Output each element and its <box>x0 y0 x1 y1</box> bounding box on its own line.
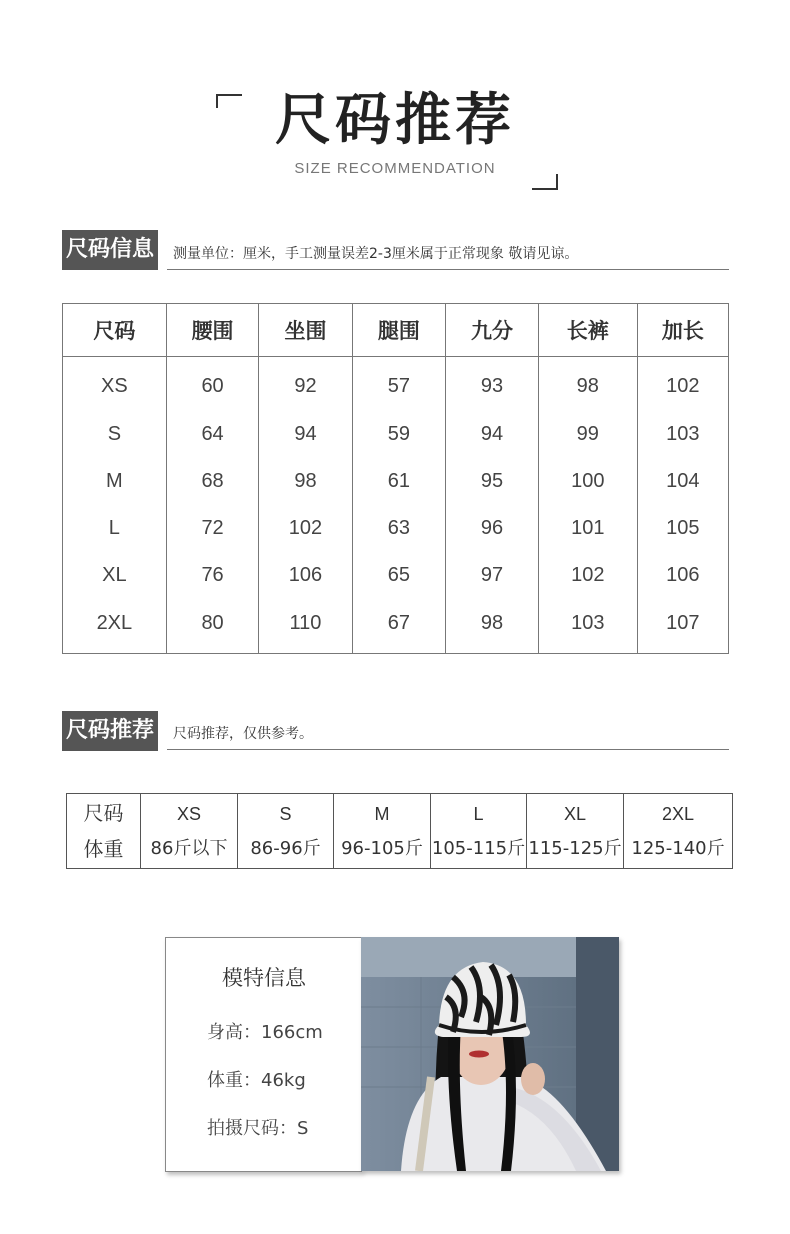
table-cell: 72 <box>166 505 259 552</box>
recommend-size: 2XL <box>661 804 695 824</box>
recommend-size: S <box>279 804 292 824</box>
table-cell: 65 <box>352 552 446 599</box>
model-height: 身高：166cm <box>207 1022 323 1043</box>
table-cell: 94 <box>259 410 352 457</box>
section-note-size-info: 测量单位：厘米，手工测量误差2-3厘米属于正常现象 敬请见谅。 <box>173 246 579 262</box>
table-cell: 101 <box>538 505 637 552</box>
section-tag-recommend: 尺码推荐 <box>62 711 158 751</box>
column-header: 加长 <box>637 304 728 357</box>
table-row <box>63 552 729 599</box>
table-cell: 98 <box>538 357 637 411</box>
row-label-size: 尺码 <box>83 801 124 825</box>
row-label-weight: 体重 <box>83 837 124 861</box>
recommend-cell <box>624 794 733 869</box>
table-cell: 59 <box>352 410 446 457</box>
recommend-row <box>67 794 733 869</box>
table-cell: 92 <box>259 357 352 411</box>
table-cell: 67 <box>352 600 446 654</box>
recommend-cell <box>527 794 624 869</box>
recommend-weight: 115-125斤 <box>528 838 622 859</box>
table-row <box>63 505 729 552</box>
table-cell: 107 <box>637 600 728 654</box>
section-note-recommend: 尺码推荐，仅供参考。 <box>173 726 313 742</box>
table-cell: 80 <box>166 600 259 654</box>
recommend-weight: 86斤以下 <box>150 838 228 859</box>
size-label: XL <box>63 552 167 599</box>
table-cell: 102 <box>259 505 352 552</box>
column-header: 腰围 <box>166 304 259 357</box>
table-row <box>63 410 729 457</box>
recommend-size: XL <box>563 804 587 824</box>
size-table <box>62 303 729 654</box>
table-cell: 105 <box>637 505 728 552</box>
section-divider <box>167 269 729 270</box>
table-cell: 61 <box>352 458 446 505</box>
recommend-weight: 86-96斤 <box>250 838 321 859</box>
recommend-cell <box>141 794 238 869</box>
recommend-weight: 105-115斤 <box>431 838 526 859</box>
recommend-size: M <box>374 804 390 824</box>
table-cell: 63 <box>352 505 446 552</box>
size-label: XS <box>63 357 167 411</box>
section-tag-size-info: 尺码信息 <box>62 230 158 270</box>
table-cell: 95 <box>446 458 539 505</box>
table-cell: 103 <box>637 410 728 457</box>
table-cell: 76 <box>166 552 259 599</box>
page-title: 尺码推荐 <box>275 88 515 153</box>
size-label: M <box>63 458 167 505</box>
table-cell: 64 <box>166 410 259 457</box>
recommend-table <box>66 793 733 869</box>
table-cell: 97 <box>446 552 539 599</box>
recommend-cell <box>238 794 334 869</box>
recommend-size: L <box>473 804 484 824</box>
recommend-label-cell <box>67 794 141 869</box>
table-cell: 96 <box>446 505 539 552</box>
table-cell: 93 <box>446 357 539 411</box>
size-label: L <box>63 505 167 552</box>
column-header: 坐围 <box>259 304 352 357</box>
section-divider <box>167 749 729 750</box>
recommend-cell <box>431 794 527 869</box>
column-header: 尺码 <box>63 304 167 357</box>
table-cell: 106 <box>259 552 352 599</box>
size-label: 2XL <box>63 600 167 654</box>
model-info-title: 模特信息 <box>222 966 306 990</box>
table-row <box>63 600 729 654</box>
column-header: 长裤 <box>538 304 637 357</box>
table-cell: 60 <box>166 357 259 411</box>
table-cell: 98 <box>446 600 539 654</box>
recommend-cell <box>334 794 431 869</box>
size-table-header-row <box>63 304 729 357</box>
page-subtitle: SIZE RECOMMENDATION <box>294 160 496 177</box>
table-cell: 99 <box>538 410 637 457</box>
table-cell: 98 <box>259 458 352 505</box>
model-shot-size: 拍摄尺码：S <box>207 1118 309 1139</box>
table-cell: 104 <box>637 458 728 505</box>
model-photo <box>361 937 619 1171</box>
recommend-weight: 125-140斤 <box>631 838 725 859</box>
table-row <box>63 357 729 411</box>
model-photo-illustration <box>361 937 619 1171</box>
table-cell: 102 <box>637 357 728 411</box>
table-cell: 57 <box>352 357 446 411</box>
table-cell: 94 <box>446 410 539 457</box>
recommend-weight: 96-105斤 <box>341 838 423 859</box>
table-cell: 100 <box>538 458 637 505</box>
table-cell: 68 <box>166 458 259 505</box>
table-cell: 102 <box>538 552 637 599</box>
corner-bracket-bottom-right <box>532 174 558 190</box>
recommend-size: XS <box>176 804 201 824</box>
column-header: 腿围 <box>352 304 446 357</box>
column-header: 九分 <box>446 304 539 357</box>
table-row <box>63 458 729 505</box>
table-cell: 106 <box>637 552 728 599</box>
size-label: S <box>63 410 167 457</box>
model-weight: 体重：46kg <box>207 1070 306 1091</box>
table-cell: 103 <box>538 600 637 654</box>
model-info-card <box>165 937 362 1172</box>
table-cell: 110 <box>259 600 352 654</box>
